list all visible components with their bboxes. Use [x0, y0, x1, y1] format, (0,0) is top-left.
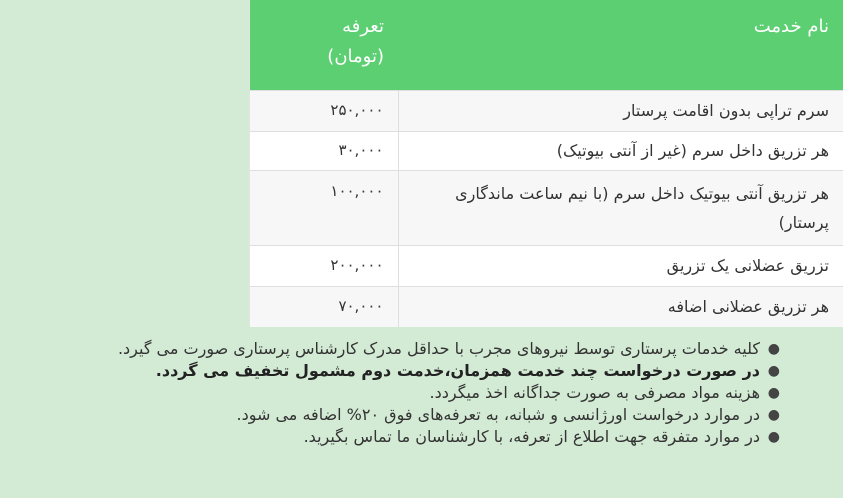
note-item — [8, 404, 782, 426]
price-cell: ۷۰,۰۰۰ — [250, 286, 398, 327]
service-cell: هر تزریق عضلانی اضافه — [398, 286, 843, 327]
header-price-line2: (تومان) — [327, 46, 384, 67]
bullet-icon: ● — [767, 385, 780, 401]
bullet-icon: ● — [767, 363, 780, 379]
note-text: در موارد درخواست اورژانسی و شبانه، به تعرفه‌های فوق ۲۰% اضافه می شود. — [236, 405, 760, 424]
price-cell: ۱۰۰,۰۰۰ — [250, 170, 398, 245]
header-service-label: نام خدمت — [753, 16, 829, 37]
note-item — [8, 426, 782, 448]
service-cell: هر تزریق آنتی بیوتیک داخل سرم (با نیم ساعت ماندگاری پرستار) — [398, 170, 843, 245]
service-cell: هر تزریق داخل سرم (غیر از آنتی بیوتیک) — [398, 131, 843, 170]
notes-list — [0, 338, 800, 448]
table-header-row — [250, 0, 843, 90]
table-row — [250, 170, 843, 245]
header-price — [250, 0, 398, 90]
bullet-icon: ● — [767, 429, 780, 445]
note-text: در صورت درخواست چند خدمت همزمان،خدمت دوم مشمول تخفیف می گردد. — [155, 361, 760, 380]
table-row — [250, 245, 843, 286]
bullet-icon: ● — [767, 407, 780, 423]
tariff-table — [250, 0, 843, 327]
price-cell: ۲۰۰,۰۰۰ — [250, 245, 398, 286]
note-text: کلیه خدمات پرستاری توسط نیروهای مجرب با حداقل مدرک کارشناس پرستاری صورت می گیرد. — [117, 339, 760, 358]
note-item — [8, 338, 782, 360]
header-service — [398, 0, 843, 90]
tariff-table-container — [249, 0, 829, 325]
note-item — [8, 382, 782, 404]
note-item-highlight — [8, 360, 782, 382]
bullet-icon: ● — [767, 341, 780, 357]
note-text: هزینه مواد مصرفی به صورت جداگانه اخذ میگردد. — [429, 383, 760, 402]
header-price-line1: تعرفه — [342, 16, 384, 37]
service-cell: تزریق عضلانی یک تزریق — [398, 245, 843, 286]
price-cell: ۳۰,۰۰۰ — [250, 131, 398, 170]
table-row — [250, 131, 843, 170]
table-row — [250, 90, 843, 131]
service-cell: سرم تراپی بدون اقامت پرستار — [398, 90, 843, 131]
price-cell: ۲۵۰,۰۰۰ — [250, 90, 398, 131]
table-row — [250, 286, 843, 327]
note-text: در موارد متفرقه جهت اطلاع از تعرفه، با کارشناسان ما تماس بگیرید. — [303, 427, 760, 446]
